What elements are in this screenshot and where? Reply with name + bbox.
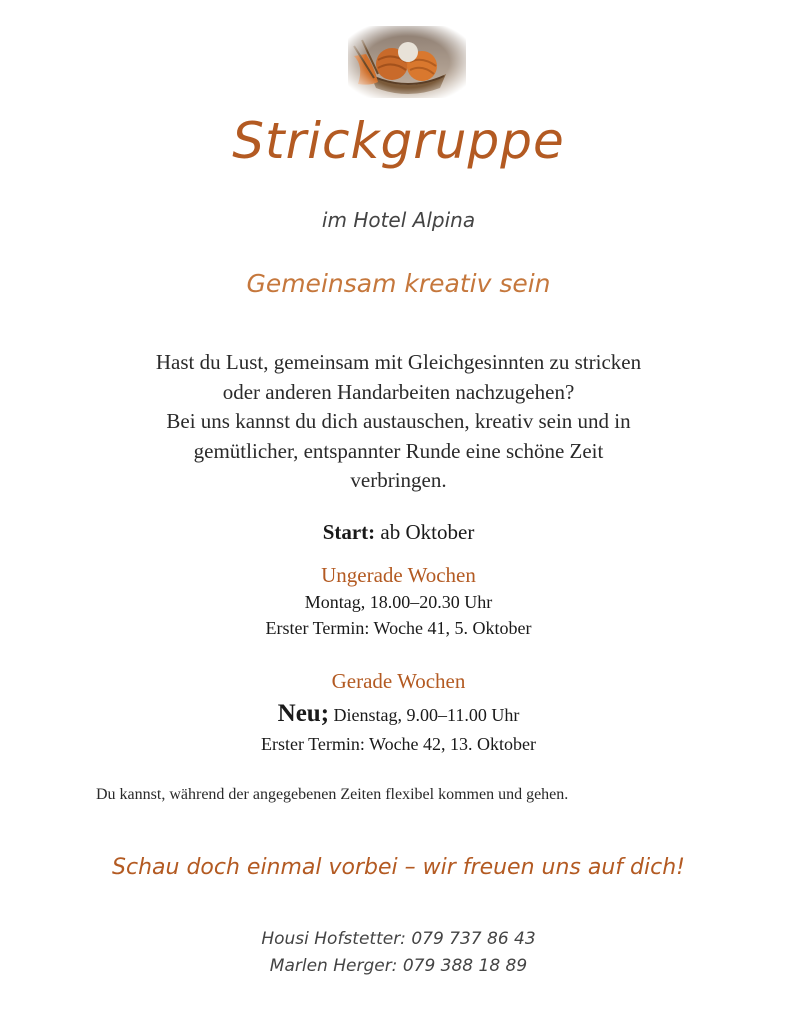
intro-line: verbringen. <box>350 468 447 492</box>
subtitle: im Hotel Alpina <box>321 208 476 232</box>
tagline: Gemeinsam kreativ sein <box>246 269 551 298</box>
intro-line: Bei uns kannst du dich austauschen, kreativ sein und in <box>166 409 631 433</box>
even-weeks-first-date: Erster Termin: Woche 42, 13. Oktober <box>260 734 537 754</box>
contact-line: Housi Hofstetter: 079 737 86 43 <box>261 929 536 949</box>
start-value: ab Oktober <box>375 520 475 544</box>
knitting-basket-photo <box>348 26 466 98</box>
even-weeks-heading: Gerade Wochen <box>331 669 466 693</box>
contact-line: Marlen Herger: 079 388 18 89 <box>269 956 528 976</box>
new-label: Neu; <box>277 700 330 727</box>
odd-weeks-first-date: Erster Termin: Woche 41, 5. Oktober <box>265 618 532 638</box>
intro-line: Hast du Lust, gemeinsam mit Gleichgesinnten zu stricken <box>155 350 642 374</box>
flex-note: Du kannst, während der angegebenen Zeiten flexibel kommen und gehen. <box>96 786 569 803</box>
closing-line: Schau doch einmal vorbei – wir freuen uns auf dich! <box>112 855 685 880</box>
odd-weeks-schedule: Montag, 18.00–20.30 Uhr <box>304 592 493 612</box>
start-label: Start: <box>322 520 376 544</box>
intro-line: gemütlicher, entspannter Runde eine schöne Zeit <box>193 438 604 463</box>
even-weeks-schedule-line <box>0 700 797 728</box>
even-weeks-schedule: Dienstag, 9.00–11.00 Uhr <box>329 705 520 725</box>
intro-line: oder anderen Handarbeiten nachzugehen? <box>222 379 575 404</box>
page-title: Strickgruppe <box>232 112 565 170</box>
start-info <box>0 520 797 545</box>
odd-weeks-heading: Ungerade Wochen <box>321 563 476 587</box>
intro-paragraph <box>0 348 797 496</box>
